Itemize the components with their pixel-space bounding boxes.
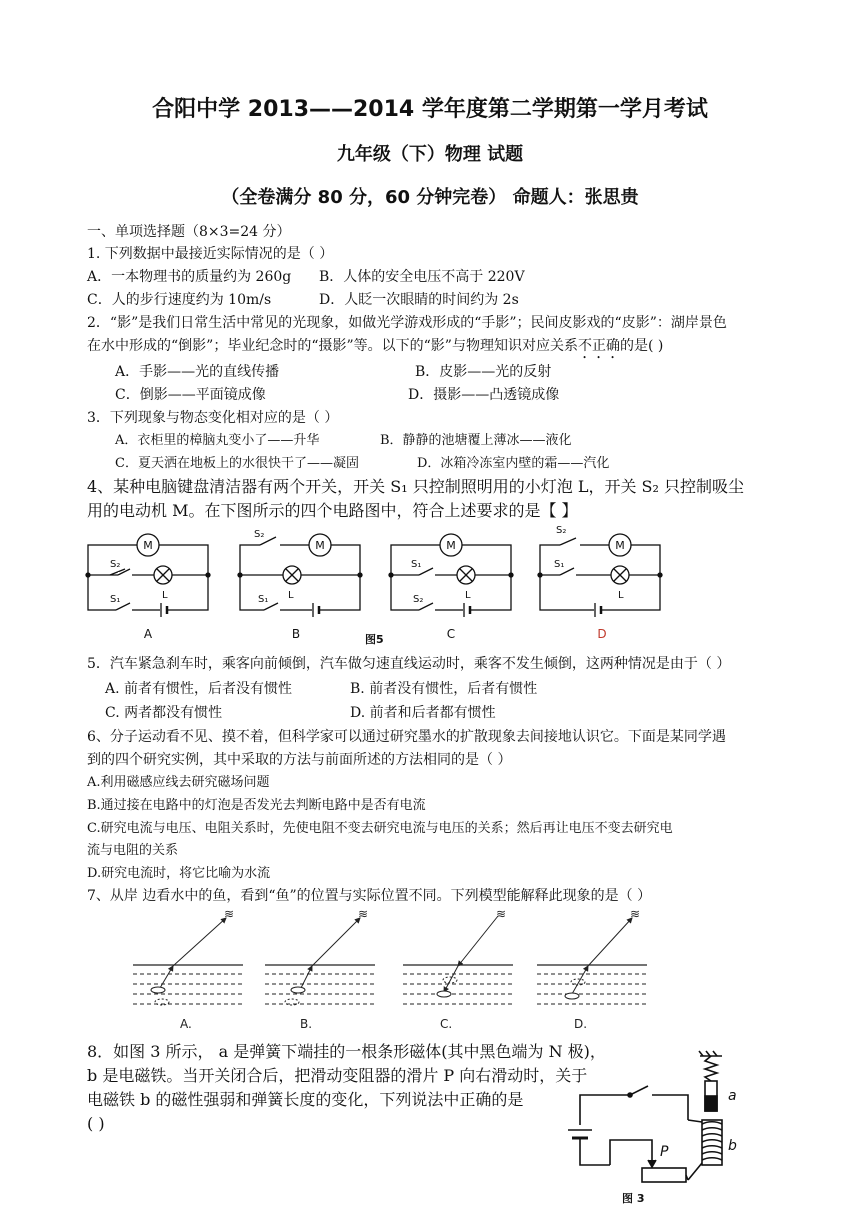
q5-stem: 5．汽车紧急刹车时，乘客向前倾倒，汽车做匀速直线运动时，乘客不发生倾倒，这两种情况是由于（ ） [87,656,731,672]
q8-line4: ( ) [87,1114,105,1133]
s2-label: S₂ [413,594,424,605]
model-a [133,910,243,1031]
q8-line2: b 是电磁铁。当开关闭合后，把滑动变阻器的滑片 P 向右滑动时，关于 [87,1066,588,1085]
q1-option-b: B．人体的安全电压不高于 220V [319,269,525,285]
q8-line3: 电磁铁 b 的磁性强弱和弹簧长度的变化，下列说法中正确的是 [87,1090,524,1109]
q1-option-d: D．人眨一次眼睛的时间约为 2s [319,292,519,308]
motor-label: M [143,539,153,552]
q1-option-c: C．人的步行速度约为 10m/s [87,292,272,308]
model-label-c: C. [440,1017,453,1031]
q3-option-c: C．夏天洒在地板上的水很快干了——凝固 [115,456,359,471]
circuit-c [389,534,513,641]
q6-option-a: A.利用磁感应线去研究磁场问题 [87,775,270,790]
exam-subtitle: 九年级（下）物理 试题 [336,144,524,165]
eye-icon: ≋ [496,910,507,921]
circuit-d [538,525,662,641]
q3-stem: 3．下列现象与物态变化相对应的是（ ） [87,410,339,426]
lamp-label: L [162,590,168,601]
lamp-label: L [465,590,471,601]
q3-option-d: D．冰箱冷冻室内壁的霜——汽化 [417,456,610,471]
motor-label: M [615,539,625,552]
s1-label: S₁ [554,559,565,570]
model-d [537,910,647,1031]
fish-icon [151,987,165,993]
q2-line2-end: 的是( ) [619,338,664,354]
electromagnet-figure [560,1050,760,1210]
q5-option-b: B. 前者没有惯性，后者有惯性 [350,681,538,697]
figure-caption: 图5 [365,633,384,646]
circuit-a [86,534,210,641]
q6-line1: 6、分子运动看不见、摸不着，但科学家可以通过研究墨水的扩散现象去间接地认识它。下面是某同学遇 [87,729,726,745]
eye-icon: ≋ [358,910,369,921]
s2-label: S₂ [254,529,265,540]
q6-option-b: B.通过接在电路中的灯泡是否发光去判断电路中是否有电流 [87,798,426,813]
circuit-label-c: C [446,627,456,641]
slider-p-label: P [660,1144,669,1160]
circuit-label-d: D [597,627,607,641]
rheostat-icon [642,1168,686,1182]
motor-label: M [315,539,325,552]
q3-option-b: B．静静的池塘覆上薄冰——液化 [380,433,572,448]
q6-line2: 到的四个研究实例，其中采取的方法与前面所述的方法相同的是（ ） [87,752,512,768]
q5-option-c: C. 两者都没有惯性 [105,705,223,721]
refraction-figure [128,910,668,1035]
circuit-figure [80,525,680,650]
s2-label: S₂ [110,559,121,570]
magnet-a-label: a [728,1088,737,1104]
q6-option-d: D.研究电流时，将它比喻为水流 [87,866,271,881]
spring-icon [705,1056,717,1081]
q6-option-c2: 流与电阻的关系 [87,843,179,858]
q2-line2 [87,336,663,362]
circuit-label-b: B [291,627,301,641]
s1-label: S₁ [110,594,121,605]
s1-label: S₁ [411,559,422,570]
q2-option-a: A．手影——光的直线传播 [115,364,280,380]
lamp-label: L [618,590,624,601]
q5-option-a: A. 前者有惯性，后者没有惯性 [105,681,293,697]
q1-option-a: A．一本物理书的质量约为 260g [87,269,292,285]
q1-stem: 1. 下列数据中最接近实际情况的是（ ） [87,246,334,262]
lamp-label: L [288,590,294,601]
q2-line2-start: 在水中形成的“倒影”；毕业纪念时的“摄影”等。以下的“影”与物理知识对应关系 [87,338,578,354]
model-label-a: A. [180,1017,192,1031]
q5-option-d: D. 前者和后者都有惯性 [350,705,496,721]
circuit-label-a: A [143,627,153,641]
q3-option-a: A．衣柜里的樟脑丸变小了——升华 [115,433,320,448]
model-b [265,910,375,1031]
s1-label: S₁ [258,594,269,605]
q2-option-c: C．倒影——平面镜成像 [115,387,266,403]
q6-option-c1: C.研究电流与电压、电阻关系时，先使电阻不变去研究电流与电压的关系；然后再让电压不变去研究电 [87,821,673,836]
q2-line1: 2．“影”是我们日常生活中常见的光现象，如做光学游戏形成的“手影”；民间皮影戏的“皮影”：湖岸景色 [87,315,727,331]
q4-line1: 4、某种电脑键盘清洁器有两个开关，开关 S₁ 只控制照明用的小灯泡 L，开关 S₂ 只控制吸尘 [87,477,744,496]
model-label-d: D. [574,1017,588,1031]
switch-icon [630,1086,648,1095]
model-label-b: B. [300,1017,313,1031]
exam-info: （全卷满分 80 分，60 分钟完卷） 命题人：张思贵 [221,187,639,208]
model-c [403,910,513,1031]
eye-icon: ≋ [630,910,641,921]
q8-line1: 8．如图 3 所示， a 是弹簧下端挂的一根条形磁体(其中黑色端为 N 极)， [87,1042,606,1061]
exam-title: 合阳中学 2013——2014 学年度第二学期第一学月考试 [152,97,708,122]
q2-option-d: D．摄影——凸透镜成像 [408,387,560,403]
fish-icon [291,987,305,993]
q2-emphasis: 不正确 [577,338,620,354]
electromagnet-b-label: b [728,1138,737,1154]
circuit-b [238,529,362,641]
figure3-caption: 图 3 [622,1192,645,1205]
s2-label: S₂ [556,525,567,536]
section-heading: 一、单项选择题（8×3=24 分） [87,224,291,240]
q7-stem: 7、从岸 边看水中的鱼，看到“鱼”的位置与实际位置不同。下列模型能解释此现象的是（ ） [87,888,652,904]
q2-option-b: B．皮影——光的反射 [415,364,552,380]
fish-icon [565,993,579,999]
q4-line2: 用的电动机 M。在下图所示的四个电路图中，符合上述要求的是【 】 [87,501,578,520]
motor-label: M [446,539,456,552]
eye-icon: ≋ [224,910,235,921]
fish-icon [437,991,451,997]
